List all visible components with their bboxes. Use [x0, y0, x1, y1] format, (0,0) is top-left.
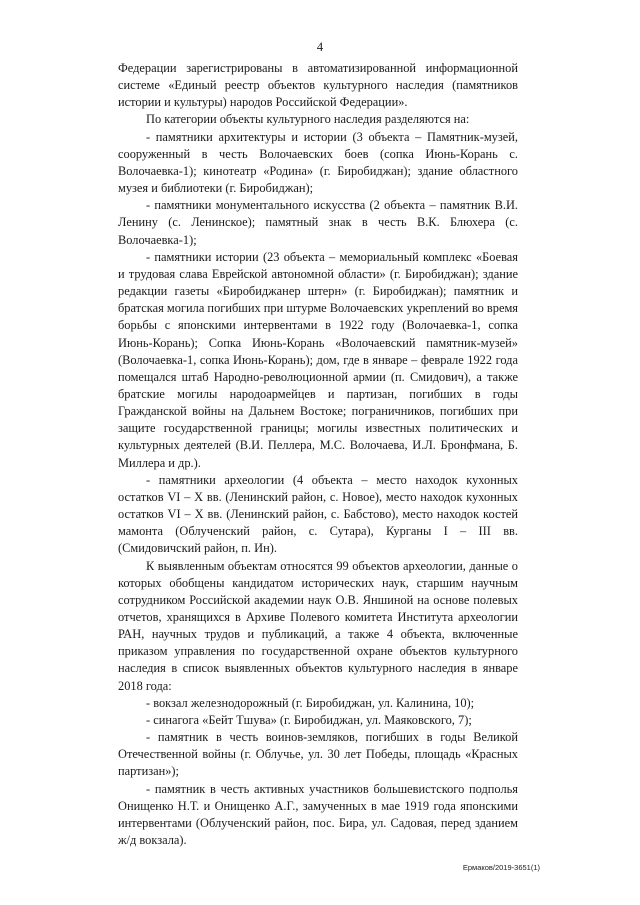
paragraph-1: Федерации зарегистрированы в автоматизированной информационной системе «Единый реестр объектов культурного наследия (памятников истории и культуры) народов Российской Федерации».: [118, 61, 518, 110]
paragraph-7: К выявленным объектам относятся 99 объектов археологии, данные о которых обобщены кандидатом исторических наук, старшим научным сотрудником Российской академии наук О.В. Яншиной на основе полевых отчетов, хранящихся в Архиве Полевого комитета Института археологии РАН, научных трудов и публикаций, а также 4 объекта, включенные приказом управления по государственной охране объектов культурного наследия в список выявленных объектов культурного наследия в январе 2018 года:: [118, 558, 518, 693]
document-registration-code: Ермаков/2019-3651(1): [462, 863, 540, 872]
paragraph-2: По категории объекты культурного наследия разделяются на:: [146, 112, 470, 127]
paragraph-9: - синагога «Бейт Тшува» (г. Биробиджан, ул. Маяковского, 7);: [146, 712, 472, 727]
page-number: 4: [316, 40, 324, 54]
paragraph-6: - памятники археологии (4 объекта – место находок кухонных остатков VI – X вв. (Ленинский район, с. Новое), место находок кухонных остатков VI – X вв. (Ленинский район, с. Бабстово), место находок костей мамонта (Облученский район, с. Сутара), Курганы I – III вв. (Смидовичский район, п. Ин).: [118, 472, 518, 556]
document-body: [118, 60, 518, 849]
paragraph-4: - памятники монументального искусства (2 объекта – памятник В.И. Ленину (с. Ленинское); памятный знак в честь В.К. Блюхера (с. Волочаевка-1);: [118, 198, 518, 247]
paragraph-8: - вокзал железнодорожный (г. Биробиджан, ул. Калинина, 10);: [146, 695, 475, 710]
paragraph-10: - памятник в честь воинов-земляков, погибших в годы Великой Отечественной войны (г. Облучье, ул. 30 лет Победы, площадь «Красных партизан»);: [118, 730, 518, 779]
paragraph-3: - памятники архитектуры и истории (3 объекта – Памятник-музей, сооруженный в честь Волочаевских боев (сопка Июнь-Корань с. Волочаевка-1); кинотеатр «Родина» (г. Биробиджан); здание областного музея и библиотеки (г. Биробиджан);: [118, 129, 518, 196]
paragraph-11: - памятник в честь активных участников большевистского подполья Онищенко Н.Т. и Онищенко А.Г., замученных в мае 1919 года японскими интервентами (Облученский район, пос. Бира, ул. Садовая, перед зданием ж/д вокзала).: [118, 781, 518, 848]
paragraph-5: - памятники истории (23 объекта – мемориальный комплекс «Боевая и трудовая слава Еврейской автономной области» (г. Биробиджан); здание редакции газеты «Биробиджанер штерн» (г. Биробиджан); памятник и братская могила погибших при штурме Волочаевских укреплений во время борьбы с японскими интервентами в 1922 году (Волочаевка-1, сопка Июнь-Корань); Сопка Июнь-Корань «Волочаевский памятник-музей» (Волочаевка-1, сопка Июнь-Корань); дом, где в январе – феврале 1922 года помещался штаб Народно-революционной армии (п. Смидович), а также братские могилы народоармейцев и партизан, погибших в годы Гражданской войны на Дальнем Востоке; пограничников, погибших при защите государственной границы; могилы известных политических и культурных деятелей (В.И. Пеллера, М.С. Волочаева, И.Л. Бронфмана, Б. Миллера и др.).: [118, 249, 518, 470]
